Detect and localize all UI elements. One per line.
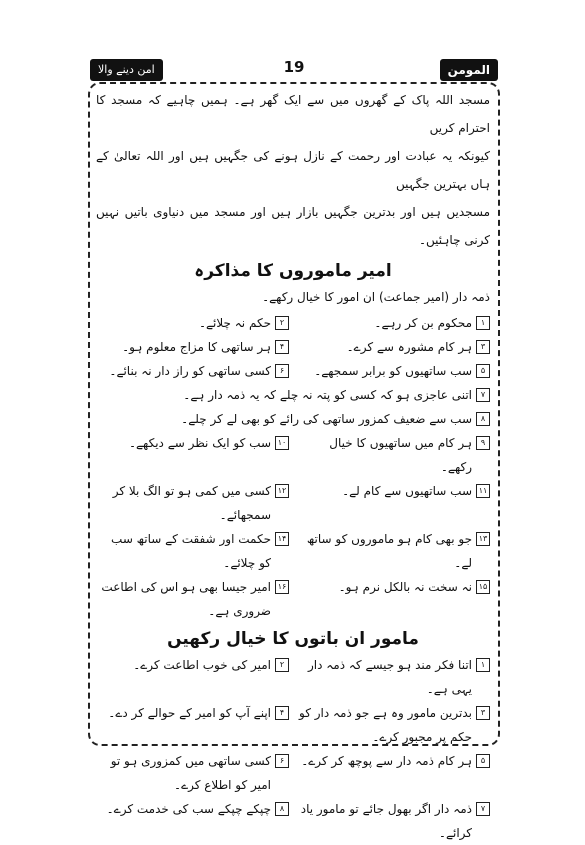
- list-item: [297, 797, 490, 845]
- item-text: بدترین مامور وہ ہے جو ذمہ دار کو حکم پر مجبور کرے۔: [299, 706, 472, 744]
- item-number-box: ۳: [476, 706, 490, 720]
- list-item: [297, 749, 490, 797]
- item-text: اتنی عاجزی ہو کہ کسی کو پتہ نہ چلے کہ یہ ذمہ دار ہے۔: [183, 388, 472, 402]
- list-row: [96, 797, 490, 845]
- list-row: [96, 575, 490, 623]
- item-text: حکمت اور شفقت کے ساتھ سب کو چلائے۔: [111, 532, 271, 570]
- list-item: [96, 311, 289, 335]
- item-number-box: ۱: [476, 316, 490, 330]
- item-number-box: ۱۵: [476, 580, 490, 594]
- item-number-box: ۷: [476, 802, 490, 816]
- item-number-box: ۱۲: [275, 484, 289, 498]
- list-item: [96, 431, 289, 479]
- item-number-box: ۵: [476, 364, 490, 378]
- section1-list: [96, 311, 490, 623]
- item-number-box: ۸: [476, 412, 490, 426]
- list-item: [297, 479, 490, 527]
- item-number-box: ۷: [476, 388, 490, 402]
- list-row: [96, 749, 490, 797]
- item-number-box: ۱۴: [275, 532, 289, 546]
- list-item: [96, 335, 289, 359]
- list-item: [96, 479, 289, 527]
- paragraph-line: کیونکہ یہ عبادت اور رحمت کے نازل ہونے کی جگہیں ہیں اور اللہ تعالیٰ کے ہاں بہترین جگہیں: [96, 149, 490, 191]
- list-item: [297, 311, 490, 335]
- item-text: ہر ساتھی کا مزاج معلوم ہو۔: [122, 340, 271, 354]
- item-number-box: ۱۱: [476, 484, 490, 498]
- list-row: [96, 311, 490, 335]
- list-row: [96, 431, 490, 479]
- chapter-tag: امن دینے والا: [90, 59, 163, 81]
- section1-title: امیر ماموروں کا مذاکرہ: [194, 261, 392, 281]
- list-item: [96, 653, 289, 701]
- list-row: [96, 701, 490, 749]
- item-number-box: ۱: [476, 658, 490, 672]
- paragraph-line: مسجد اللہ پاک کے گھروں میں سے ایک گھر ہے۔ ہمیں چاہیے کہ مسجد کا احترام کریں: [96, 93, 490, 135]
- item-text: حکم نہ چلائے۔: [198, 316, 271, 330]
- list-item: [96, 407, 490, 431]
- list-item: [96, 527, 289, 575]
- item-number-box: ۸: [275, 802, 289, 816]
- item-text: کسی ساتھی میں کمزوری ہو تو امیر کو اطلاع کرے۔: [110, 754, 271, 792]
- item-number-box: ۶: [275, 754, 289, 768]
- list-row: [96, 653, 490, 701]
- item-text: محکوم بن کر رہے۔: [374, 316, 472, 330]
- list-item: [297, 701, 490, 749]
- page-number: 19: [283, 58, 305, 76]
- item-text: ہر کام مشورہ سے کرے۔: [346, 340, 472, 354]
- list-item: [96, 575, 289, 623]
- book-title-tag: المومن: [440, 59, 498, 81]
- item-text: کسی ساتھی کو راز دار نہ بنائے۔: [109, 364, 271, 378]
- item-text: اپنے آپ کو امیر کے حوالے کر دے۔: [108, 706, 271, 720]
- item-text: امیر جیسا بھی ہو اس کی اطاعت ضروری ہے۔: [101, 580, 271, 618]
- item-number-box: ۱۶: [275, 580, 289, 594]
- list-row: [96, 527, 490, 575]
- item-text: ذمہ دار اگر بھول جائے تو مامور یاد کرائے۔: [300, 802, 472, 840]
- item-text: سب کو ایک نظر سے دیکھے۔: [128, 436, 271, 450]
- list-row: [96, 359, 490, 383]
- item-number-box: ۴: [275, 706, 289, 720]
- list-item: [96, 359, 289, 383]
- list-item: [297, 527, 490, 575]
- item-number-box: ۶: [275, 364, 289, 378]
- paragraph-line: مسجدیں ہیں اور بدترین جگہیں بازار ہیں اور مسجد میں دنیاوی باتیں نہیں کرنی چاہئیں۔: [96, 205, 490, 247]
- section2-list: [96, 653, 490, 845]
- item-text: چپکے چپکے سب کی خدمت کرے۔: [106, 802, 271, 816]
- list-item: [297, 335, 490, 359]
- list-item: [297, 431, 490, 479]
- page-content: [96, 86, 490, 845]
- item-text: جو بھی کام ہو ماموروں کو ساتھ لے۔: [306, 532, 472, 570]
- intro-paragraph: [96, 86, 490, 254]
- item-number-box: ۵: [476, 754, 490, 768]
- list-item: [96, 797, 289, 845]
- item-number-box: ۲: [275, 316, 289, 330]
- list-item: [96, 701, 289, 749]
- section1-intro: ذمہ دار (امیر جماعت) ان امور کا خیال رکھے۔: [262, 290, 490, 304]
- item-number-box: ۱۰: [275, 436, 289, 450]
- item-number-box: ۹: [476, 436, 490, 450]
- item-text: نہ سخت نہ بالکل نرم ہو۔: [338, 580, 472, 594]
- item-number-box: ۴: [275, 340, 289, 354]
- item-text: سب سے ضعیف کمزور ساتھی کی رائے کو بھی لے کر چلے۔: [181, 412, 472, 426]
- list-row: [96, 335, 490, 359]
- list-item: [96, 383, 490, 407]
- item-number-box: ۲: [275, 658, 289, 672]
- list-row: [96, 383, 490, 407]
- item-number-box: ۱۳: [476, 532, 490, 546]
- item-text: کسی میں کمی ہو تو الگ بلا کر سمجھائے۔: [112, 484, 271, 522]
- list-row: [96, 479, 490, 527]
- item-text: سب ساتھیوں سے کام لے۔: [342, 484, 472, 498]
- item-text: ہر کام میں ساتھیوں کا خیال رکھے۔: [329, 436, 472, 474]
- list-item: [297, 575, 490, 623]
- item-number-box: ۳: [476, 340, 490, 354]
- list-item: [297, 359, 490, 383]
- list-item: [96, 749, 289, 797]
- page-header: [88, 56, 500, 82]
- item-text: ہر کام ذمہ دار سے پوچھ کر کرے۔: [301, 754, 472, 768]
- list-row: [96, 407, 490, 431]
- section2-title: مامور ان باتوں کا خیال رکھیں: [167, 629, 419, 649]
- item-text: اتنا فکر مند ہو جیسے کہ ذمہ دار یہی ہے۔: [307, 658, 472, 696]
- item-text: امیر کی خوب اطاعت کرے۔: [133, 658, 271, 672]
- list-item: [297, 653, 490, 701]
- item-text: سب ساتھیوں کو برابر سمجھے۔: [314, 364, 472, 378]
